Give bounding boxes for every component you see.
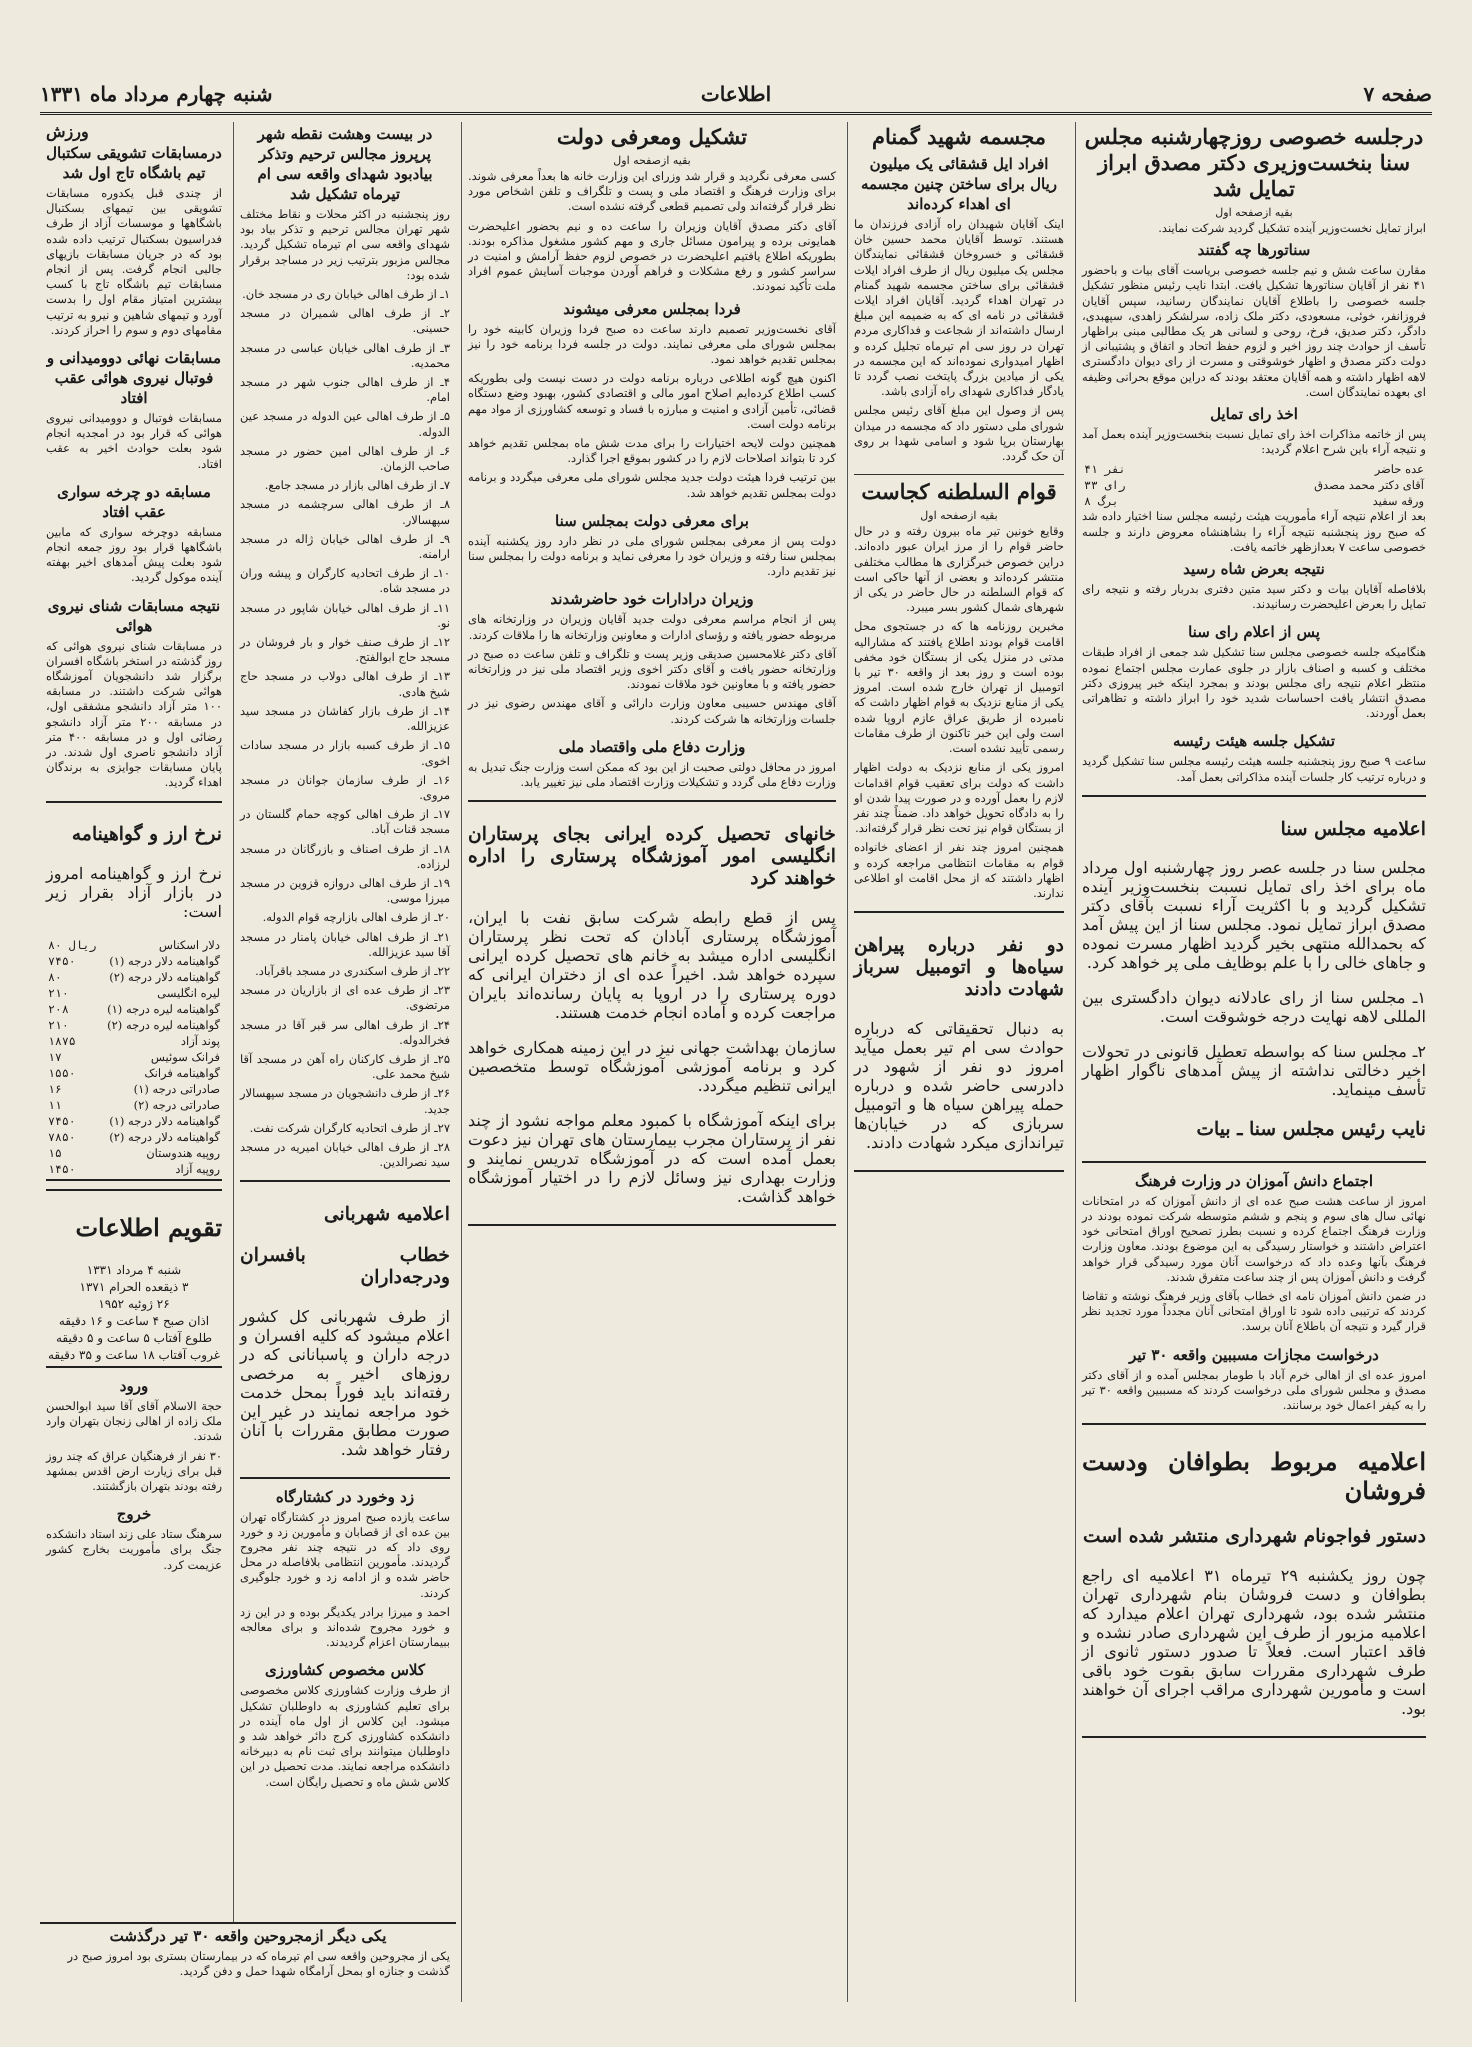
paper-name: اطلاعات xyxy=(700,82,772,106)
headline: کلاس مخصوص کشاورزی xyxy=(264,1661,426,1680)
continued-note: بقیه ازصفحه اول xyxy=(1215,206,1293,219)
paragraph: ابراز تمایل نخست‌وزیر آینده تشکیل گردید شرکت نمایند. xyxy=(1158,221,1426,235)
paragraph: بین ترتیب فردا هیئت دولت جدید مجلس شورای ملی معرفی میگردد و برنامه دولت بمجلس تقدیم خواهد شد. xyxy=(468,470,836,500)
rate-row xyxy=(46,953,222,969)
rate-row xyxy=(46,1065,222,1081)
subheading: افراد ایل قشقائی یک میلیون ریال برای ساختن چنین مجسمه ای اهداء کرده‌اند xyxy=(860,155,1058,213)
list-item: ۲ـ از طرف اهالی شمیران در مسجد حسینی. xyxy=(240,306,450,336)
headline: دو نفر درباره پیراهن سیاه‌ها و اتومبیل سرباز شهادت دادند xyxy=(854,933,1064,1000)
headline: زد وخورد در کشتارگاه xyxy=(275,1487,415,1506)
rate-label: پوند آزاد xyxy=(180,1034,220,1049)
rate-value: ۷۸۵۰ xyxy=(48,1130,76,1145)
headline: تشکیل جلسه هیئت رئیسه xyxy=(1172,732,1336,751)
subheading: اخذ رای تمایل xyxy=(1210,405,1298,424)
headline: یکی دیگر ازمجروحین واقعه ۳۰ تیر درگذشت xyxy=(109,1927,387,1945)
paragraph: در مسابقات شنای نیروی هوائی که روز گذشته در استخر باشگاه افسران برگزار شد دانشجویان آموزشگاه هوائی شرکت داشتند. در مسابقه ۱۰۰ متر آزاد دانشجو مشفقی اول، در مسابقه ۲۰۰ متر آزاد دانشجو رضائی اول و در مسابقه ۴۰۰ متر آزاد دانشجو ناصری اول شدند. در پایان مسابقات جوایزی به برندگان اهداء گردید. xyxy=(46,638,222,790)
paragraph: دولت پس از معرفی بمجلس شورای ملی در نظر دارد روز یکشنبه آینده بمجلس سنا رفته و وزیران خود را معرفی نماید و برنامه دولت را بمجلس سنا نیز تقدیم دارد. xyxy=(468,533,836,579)
article-defense-ministry xyxy=(468,737,836,790)
list-item: ۲۱ـ از طرف اهالی خیابان پامنار در مسجد آقا سید عزیزالله. xyxy=(240,929,450,959)
rate-row xyxy=(46,1001,222,1017)
rate-value: ۱۸۷۵ xyxy=(48,1034,76,1049)
headline: در بیست وهشت نقطه شهر پرپروز مجالس ترحیم وتذکر بیادبود شهدای واقعه سی ام تیرماه تشکیل شد xyxy=(257,125,433,203)
vote-row xyxy=(1082,461,1426,477)
calendar xyxy=(46,1189,222,1368)
currency-rates xyxy=(46,801,222,1181)
list-item: ۱۹ـ از طرف اهالی دروازه قزوین در مسجد میرزا موسی. xyxy=(240,875,450,906)
rate-label: دلار اسکناس xyxy=(158,938,220,953)
headline: وزارت دفاع ملی واقتصاد ملی xyxy=(558,737,746,756)
rate-value: ۷۴۵۰ xyxy=(48,1114,76,1129)
paragraph: از چندی قبل یکدوره مسابقات تشویقی بین تیمهای بسکتبال باشگاهها و موسسات آزاد از طرف فدراسیون بسکتبال ترتیب داده شده بود که در جریان مسابقات بازیهای جالبی انجام گرفت. پس از انجام مسابقات تیم باشگاه تاج با کسب بیشترین امتیاز مقام اول را بدست آورد و تیمهای شاهین و نیرو به ترتیب مقامهای دوم و سوم را احراز کردند. xyxy=(46,186,222,337)
rate-row xyxy=(46,969,222,985)
article-vendors xyxy=(1082,1423,1426,1738)
rate-label: گواهینامه لیره درجه (۱) xyxy=(107,1002,220,1017)
column-3 xyxy=(461,122,842,2002)
headline: خروج xyxy=(116,1505,152,1524)
rate-value: ۱۱ xyxy=(48,1098,62,1113)
subheading: فردا بمجلس معرفی میشوند xyxy=(563,299,741,318)
paragraph: برای اینکه آموزشگاه با کمبود معلم مواجه نشود از چند نفر از پرستاران مجرب بیمارستان های تهران نیز دعوت بعمل آمده است که در آموزشگاه تدریس نمایند و وزارت بهداری نیز وسائل لازم را در اختیار آموزشگاه خواهد گذاشت. xyxy=(468,1110,836,1206)
subheading: نتیجه بعرض شاه رسید xyxy=(1183,560,1325,579)
headline: تشکیل ومعرفی دولت xyxy=(556,124,748,149)
headline: درجلسه خصوصی روزچهارشنبه مجلس سنا بنخست‌وزیری دکتر مصدق ابراز تمایل شد xyxy=(1084,124,1424,201)
paragraph: آقای دکتر غلامحسین صدیقی وزیر پست و تلگراف و تلفن ساعت ده صبح در وزارتخانه حضور یافت و آقای دکتر اخوی وزیر اقتصاد ملی نیز در وزارتخانه حضور یافته و با معاونین خود ملاقات نمودند. xyxy=(468,646,836,692)
rate-value: ۲۱۰ xyxy=(48,1018,69,1033)
article-senate-statement xyxy=(1082,795,1426,1163)
list-item: ۲۰ـ از طرف اهالی بازارچه قوام الدوله. xyxy=(262,910,450,925)
paragraph: در ضمن دانش آموزان نامه ای خطاب بآقای وزیر فرهنگ نوشته و تقاضا کردند که ترتیبی داده شود تا اوراق امتحانی آنان مجدداً مورد تجدید نظر قرار گیرد و نتیجه آن باطلاع آنان برسد. xyxy=(1082,1288,1426,1334)
vote-value: ۸ برگ xyxy=(1084,494,1119,509)
page-number: صفحه ۷ xyxy=(1363,82,1432,106)
paragraph: سرهنگ ستاد علی زند استاد دانشکده جنگ برای مأموریت بخارج کشور عزیمت کرد. xyxy=(46,1527,222,1572)
list-item: ۵ـ از طرف اهالی عین الدوله در مسجد عین الدوله. xyxy=(240,409,450,439)
vote-row xyxy=(1082,477,1426,493)
paragraph: پس از خاتمه مذاکرات اخذ رای تمایل نسبت بنخست‌وزیر آینده بعمل آمد و نتیجه آراء باین شرح اعلام گردید: xyxy=(1082,427,1426,457)
article-ministers-offices xyxy=(468,589,836,726)
paragraph: امروز در محافل دولتی صحبت از این بود که ممکن است وزارت جنگ تبدیل به وزارت دفاع ملی گردد و تشکیلات وزارت اقتصاد ملی نیز تغییر یابد. xyxy=(468,759,836,790)
list-item: ۱۶ـ از طرف سازمان جوانان در مسجد مروی. xyxy=(240,772,450,802)
calendar-line: ۳ ذیقعده الحرام ۱۳۷۱ xyxy=(79,1279,189,1294)
article-testimony xyxy=(854,911,1064,1171)
rate-row xyxy=(46,1129,222,1145)
rate-value: ۱۷ xyxy=(48,1050,62,1065)
rate-row xyxy=(46,1049,222,1065)
list-item: ۱۷ـ از طرف اهالی کوچه حمام گلستان در مسجد قنات آباد. xyxy=(240,807,450,837)
paragraph: همچنین دولت لایحه اختیارات را برای مدت شش ماه بمجلس تقدیم خواهد کرد تا بتواند اصلاحات لازم را در کشور بموقع اجرا گذارد. xyxy=(468,436,836,466)
paragraph: هنگامیکه جلسه خصوصی مجلس سنا تشکیل شد جمعی از افراد طبقات مختلف و کسبه و اصناف بازار در جلوی عمارت مجلس اجتماع نموده منتظر اعلام نتیجه رای مجلس بودند و بمجرد اینکه خبر پیروزی دکتر مصدق انتشار یافت احساسات شدید خود را ابراز داشته و تظاهراتی بعمل آوردند. xyxy=(1082,645,1426,721)
rate-row xyxy=(46,1081,222,1097)
list-item: ۲۶ـ از طرف دانشجویان در مسجد سپهسالار جدید. xyxy=(240,1086,450,1116)
article-swimming xyxy=(46,596,222,791)
rate-value: ۷۴۵۰ xyxy=(48,954,76,969)
headline: برای معرفی دولت بمجلس سنا xyxy=(555,511,749,530)
paragraph: کسی معرفی نگردید و قرار شد وزرای این وزارت خانه ها بعداً معرفی شوند. برای وزارت فرهنگ و اقتصاد ملی و پست و تلگراف و تلفن اشخاص مورد نظر قرار گرفته‌اند ولی تصمیم قطعی گرفته نشده است. xyxy=(468,169,836,214)
rate-row xyxy=(46,1161,222,1177)
headline: اعلامیه مربوط بطوافان ودست فروشان xyxy=(1082,1447,1426,1506)
rates-table xyxy=(46,937,222,1177)
rate-label: فرانک سوئیس xyxy=(150,1050,220,1065)
paragraph: امروز از ساعت هشت صبح عده ای از دانش آموزان که در امتحانات نهائی سال های سوم و پنجم و ششم متوسطه شرکت نموده بودند در وزارت فرهنگ اجتماع کرده و نسبت بطرز تصحیح اوراق امتحانی خود اعتراض داشتند و خواستار رسیدگی به این موضوع بودند. معاون وزارت فرهنگ بآنها وعده داد که درخواست آنان مورد رسیدگی قرار خواهد گرفت و دانش آموزان پس از چند ساعت متفرق شدند. xyxy=(1082,1193,1426,1284)
vote-label: عده حاضر xyxy=(1374,462,1424,477)
rate-label: روپیه آزاد xyxy=(175,1162,220,1177)
headline: اجتماع دانش آموزان در وزارت فرهنگ xyxy=(1134,1171,1374,1190)
headline: قوام السلطنه کجاست xyxy=(861,479,1057,505)
list-item: ۱۵ـ از طرف کسبه بازار در مسجد سادات اخوی. xyxy=(240,738,450,768)
paragraph: بلافاصله آقایان بیات و دکتر سید متین دفتری بدربار رفته و نتیجه رای تمایل را بعرض اعلیحضرت رسانیدند. xyxy=(1082,582,1426,612)
list-item: ۶ـ از طرف اهالی امین حضور در مسجد صاحب الزمان. xyxy=(240,443,450,474)
list-item: ۲۳ـ از طرف عده ای از بازاریان در مسجد مرتضوی. xyxy=(240,983,450,1013)
paragraph: مجلس سنا در جلسه عصر روز چهارشنبه اول مرداد ماه برای اخذ رای تمایل نسبت بنخست‌وزیر آینده تشکیل گردید و با اکثریت آراء نسبت بآقای دکتر مصدق ابراز تمایل نمود. مجلس سنا از این پیش آمد که بحمدالله منتهی بخیر گردید اظهار مسرت نموده و جاهای خالی را با علم بوظایف ملی پر خواهد کرد. xyxy=(1082,858,1426,973)
article-basketball xyxy=(46,143,222,338)
paragraph: اینک آقایان شهیدان راه آزادی فرزندان ما هستند. توسط آقایان محمد حسین خان قشقائی و خسروخان قشقائی نمایندگان مجلس یک میلیون ریال از طرف افراد ایلات قشقائی برای ساختن مجسمه شهید گمنام در تهران اهداء گردید. آقایان افراد ایلات قشقائی در نامه ای که به ضمیمه این مبلغ ارسال داشته‌اند از شجاعت و فداکاری مردم تهران در روز سی ام تیرماه تجلیل کرده و اظهار امیدواری نموده‌اند که این مجسمه در یکی از میادین بزرگ پایتخت نصب گردد تا یادگار فداکاری شهدای راه آزادی باشد. xyxy=(854,217,1064,399)
rate-row xyxy=(46,937,222,953)
rate-row xyxy=(46,1097,222,1113)
paragraph: یکی از مجروحین واقعه سی ام تیرماه که در بیمارستان بستری بود امروز صبح در گذشت و جنازه او بمحل آرامگاه شهدا حمل و دفن گردید. xyxy=(67,1949,450,1979)
paragraph: مقارن ساعت شش و نیم جلسه خصوصی بریاست آقای بیات و باحضور ۴۱ نفر از آقایان سناتورها تشکیل یافت. ابتدا نایب رئیس منظور تشکیل جلسه خصوصی را باطلاع آقایان نمایندگان رسانید، سپس آقایان فروزانفر، خوئی، مسعودی، دکتر ملک زاده، سرلشکر زاهدی، سپهبدی، دادگر، دکتر صدیق، فرخ، روحی و لسانی هر یک مطالبی مبنی براظهار تأسف از حوادث چند روز اخیر و لزوم حفظ اتحاد و اتفاق و پشتیبانی از دولت دکتر مصدق و اظهار خوشوقتی و مسرت از رای دیوان دادگستری لاهه اظهار داشته و همه آقایان معتقد بودند که دراین موقع بحرانی وظیفه ای بعهده نمایندگان است. xyxy=(1082,263,1426,399)
paragraph: احمد و میرزا برادر یکدیگر بوده و در این زد و خورد مجروح شده‌اند و برای معالجه ببیمارستان اعزام گردیدند. xyxy=(240,1604,450,1650)
article-students xyxy=(1082,1171,1426,1335)
vote-row xyxy=(1082,493,1426,509)
rate-value: ۸۰ ریال xyxy=(48,938,97,953)
article-slaughterhouse xyxy=(240,1487,450,1651)
paragraph: اکنون هیچ گونه اطلاعی درباره برنامه دولت در دست نیست ولی بطوریکه کسب اطلاع کرده‌ایم اصلاح امور مالی و اقتصادی کشور، بهبود وضع دستگاه قضائی، تأمین آزادی و امنیت و مبارزه با فساد و توسعه کشاورزی از مواد مهم برنامه دولت است. xyxy=(468,371,836,431)
calendar-line: شنبه ۴ مرداد ۱۳۳۱ xyxy=(86,1262,182,1277)
rate-label: لیره انگلیسی xyxy=(157,986,220,1001)
paragraph: چون روز یکشنبه ۲۹ تیرماه ۳۱ اعلامیه ای راجع بطوافان و دست فروشان بنام شهرداری تهران منتشر شده بود، شهرداری تهران اعلام میدارد که اعلامیه مزبور از طرف این شهرداری صادر نشده و فاقد اعتبار است. فعلاً تا صدور دستور ثانوی از طرف شهرداری مقررات سابق بقوت خود باقی است و مأمورین شهرداری مراقب اجرای آن خواهند بود. xyxy=(1082,1565,1427,1718)
paragraph: آقای نخست‌وزیر تصمیم دارند ساعت ده صبح فردا وزیران کابینه خود را بمجلس شورای ملی معرفی نمایند. دولت در جلسه فردا برنامه خود را نیز بمجلس تقدیم خواهد نمود. xyxy=(468,321,836,367)
rate-value: ۱۴۵۰ xyxy=(48,1162,76,1177)
article-senate-vote xyxy=(1082,124,1426,612)
calendar-line: غروب آفتاب ۱۸ ساعت و ۳۵ دقیقه xyxy=(48,1347,220,1362)
rate-value: ۱۶ xyxy=(48,1082,62,1097)
list-item: ۲۷ـ از طرف اتحادیه کارگران شرکت نفت. xyxy=(249,1120,450,1135)
columns xyxy=(40,122,1432,2002)
headline: نتیجه مسابقات شنای نیروی هوائی xyxy=(47,596,221,635)
article-memorials xyxy=(240,124,450,1170)
arrivals xyxy=(46,1376,222,1494)
list-item: ۷ـ از طرف اهالی بازار در مسجد جامع. xyxy=(264,478,450,493)
article-nursing-school xyxy=(468,800,836,1225)
vote-label: آقای دکتر محمد مصدق xyxy=(1314,478,1424,493)
rate-row xyxy=(46,1113,222,1129)
article-after-vote xyxy=(1082,622,1426,721)
headline: وزیران درادارات خود حاضرشدند xyxy=(550,590,754,609)
article-board-meeting xyxy=(1082,731,1426,784)
calendar-line: ۲۶ ژوئیه ۱۹۵۲ xyxy=(98,1296,170,1311)
article-cabinet xyxy=(468,124,836,501)
continued-note: بقیه ازصفحه اول xyxy=(613,154,691,167)
rate-label: گواهینامه دلار درجه (۱) xyxy=(109,954,220,969)
rate-value: ۱۵۵۰ xyxy=(48,1066,76,1081)
list-item: ۱۳ـ از طرف اهالی دولاب در مسجد حاج شیخ هادی. xyxy=(240,669,450,699)
paragraph: پس از وصول این مبلغ آقای رئیس مجلس شورای ملی دستور داد که مجسمه در میدان بهارستان برپا شود و اسامی شهدا بر روی آن حک گردد. xyxy=(854,403,1064,464)
headline: تقویم اطلاعات xyxy=(75,1213,222,1243)
list-item: ۲۲ـ از طرف اسکندری در مسجد باقرآباد. xyxy=(255,963,450,978)
article-athletics xyxy=(46,348,222,472)
calendar-line: اذان صبح ۴ ساعت و ۱۶ دقیقه xyxy=(58,1313,210,1328)
article-cycling xyxy=(46,482,222,586)
paragraph: ۲ـ مجلس سنا که بواسطه تعطیل قانونی در تحولات اخیر دخالتی نداشته از پیش آمدهای ناگوار اظهار تأسف مینماید. xyxy=(1082,1042,1426,1100)
list-item: ۲۵ـ از طرف کارکنان راه آهن در مسجد آقا شیخ محمد علی. xyxy=(240,1051,450,1082)
subheading: خطاب بافسران ودرجه‌داران xyxy=(240,1243,450,1288)
headline: اعلامیه مجلس سنا xyxy=(1280,817,1426,840)
vote-value: ۳۳ رای xyxy=(1084,478,1126,493)
rate-label: گواهینامه فرانک xyxy=(144,1066,220,1081)
rate-label: گواهینامه دلار درجه (۱) xyxy=(109,1114,220,1129)
paragraph: ساعت ۹ صبح روز پنجشنبه جلسه هیئت رئیسه مجلس سنا تشکیل گردید و درباره ترتیب کار جلسات آینده مذاکراتی بعمل آمد. xyxy=(1082,754,1427,784)
footer-article-body xyxy=(46,1926,450,1979)
divider xyxy=(854,474,1064,475)
column-2 xyxy=(847,122,1070,2002)
paragraph: سازمان بهداشت جهانی نیز در این زمینه همکاری خواهد کرد و برنامه آموزشی آموزشگاه توسط متخصصین ایرانی تنظیم میگردد. xyxy=(468,1037,836,1095)
page-date: شنبه چهارم مرداد ماه ۱۳۳۱ xyxy=(40,82,273,106)
list-item: ۹ـ از طرف اهالی خیابان ژاله در مسجد ارامنه. xyxy=(240,531,450,562)
headline: نرخ ارز و گواهینامه xyxy=(71,823,222,846)
rate-label: روپیه هندوستان xyxy=(146,1146,220,1161)
rate-row xyxy=(46,1145,222,1161)
subheading: دستور فوا‌جونام شهرداری منتشر شده است xyxy=(1082,1525,1426,1547)
list-item: ۱۲ـ از طرف صنف خوار و بار فروشان در مسجد حاج ابوالفتح. xyxy=(240,635,450,665)
rate-value: ۲۱۰ xyxy=(48,986,69,1001)
headline: مجسمه شهید گمنام xyxy=(871,124,1047,149)
rate-label: گواهینامه دلار درجه (۲) xyxy=(109,1130,220,1145)
paragraph: روز پنجشنبه در اکثر محلات و نقاط مختلف شهر تهران مجالس ترحیم و تذکر بیاد بود شهدای واقعه سی ام تیرماه تشکیل گردید. مجالس مزبور بترتیب زیر در مساجد برقرار شده بود: xyxy=(240,207,450,282)
vote-value: ۴۱ نفر xyxy=(1084,462,1126,477)
headline: درخواست مجازات مسببین واقعه ۳۰ تیر xyxy=(1129,1345,1379,1364)
headline: اعلامیه شهربانی xyxy=(323,1203,450,1226)
footer-article xyxy=(40,1922,456,2004)
rate-row xyxy=(46,1033,222,1049)
list-item: ۱۸ـ از طرف اصناف و بازرگانان در مسجد لرزاده. xyxy=(240,841,450,871)
paragraph: همچنین امروز چند نفر از اعضای خانواده قوام به مقامات انتظامی مراجعه کرده و اظهار داشتند که از محل اقامت او اطلاعی ندارند. xyxy=(854,840,1064,900)
paragraph: وقایع خونین تیر ماه بیرون رفته و در حال حاضر قوام را از مرز ایران عبور داده‌اند. دراین خصوص خبرگزاری ها مطالب مختلفی منتشر کرده‌اند و بعضی از آنها حاکی است که قوام السلطنه در حال حاضر در یکی از شهرهای شمال کشور بسر میبرد. xyxy=(854,524,1064,615)
list-item: ۱ـ از طرف اهالی خیابان ری در مسجد خان. xyxy=(242,287,450,302)
rate-value: ۲۰۸ xyxy=(48,1002,69,1017)
rate-label: گواهینامه دلار درجه (۲) xyxy=(109,970,220,985)
vote-label: ورقه سفید xyxy=(1372,494,1424,509)
paragraph: آقای مهندس حسیبی معاون وزارت دارائی و آقای مهندس رضوی نیز در جلسات وزارتخانه ها شرکت کردند. xyxy=(468,696,836,726)
paragraph: امروز یکی از منابع نزدیک به دولت اظهار داشت که دولت برای تعقیب قوام اقدامات لازم را بعمل آورده و در صورت پیدا شدن او را به دادگاه تحویل خواهد داد. ضمناً چند نفر از بستگان قوام نیز تحت نظر قرار گرفته‌اند. xyxy=(854,760,1064,836)
article-punishment-request xyxy=(1082,1345,1426,1414)
headline: ورود xyxy=(119,1376,149,1395)
article-agri-class xyxy=(240,1660,450,1789)
rate-value: ۸۰ xyxy=(48,970,62,985)
list-item: ۲۴ـ از طرف اهالی سر قبر آقا در مسجد فخرالدوله. xyxy=(240,1017,450,1047)
list-item: ۲۸ـ از طرف اهالی خیابان امیریه در مسجد سید نصرالدین. xyxy=(240,1139,450,1170)
paragraph: آقای دکتر مصدق آقایان وزیران را ساعت ده و نیم بحضور اعلیحضرت همایونی برده و پیرامون مسائل جاری و مهم کشور مشغول مذاکره بودند. بطوریکه اطلاع یافتیم اعلیحضرت در خصوص لزوم حفظ آرامش و امنیت در سراسر کشور و رفع مشکلات و فراهم آوردن موجبات آسایش عموم افراد ملت تأکید نمودند. xyxy=(468,218,836,294)
signature-line: نایب رئیس مجلس سنا ـ بیات xyxy=(1196,1118,1426,1141)
paragraph: از طرف وزارت کشاورزی کلاس مخصوصی برای تعلیم کشاورزی به داوطلبان تشکیل میشود. این کلاس از اول ماه آینده در دانشکده کشاورزی کرج دائر خواهد شد و داوطلبان میتوانند برای ثبت نام به دبیرخانه دانشکده مراجعه نمایند. مدت تحصیل در این کلاس شش ماه و تحصیل رایگان است. xyxy=(240,1683,450,1789)
continued-note: بقیه ازصفحه اول xyxy=(920,509,998,523)
departures xyxy=(46,1504,222,1573)
headline: پس از اعلام رای سنا xyxy=(1188,623,1320,642)
article-qavam xyxy=(854,479,1064,901)
calendar-line: طلوع آفتاب ۵ ساعت و ۵ دقیقه xyxy=(56,1330,212,1345)
paragraph: ۳۰ نفر از فرهنگیان عراق که چند روز قبل برای زیارت ارض اقدس بمشهد رفته بودند بتهران بازگشتند. xyxy=(46,1448,222,1493)
paragraph: حجة الاسلام آقای آقا سید ابوالحسن ملک زاده از اهالی زنجان بتهران وارد شدند. xyxy=(46,1398,222,1444)
paragraph: مخبرین روزنامه ها که در جستجوی محل اقامت قوام بودند اطلاع یافتند که مشارالیه مدتی در منزل یکی از بستگان خود مخفی بوده است و روز بعد از واقعه ۳۰ تیر با اتومبیل از تهران خارج شده است. امروز یکی از منابع نزدیک به قوام اظهار داشت که نامبرده از طریق عراق عازم اروپا شده است ولی این خبر تاکنون از طرف مقامات رسمی تأیید نشده است. xyxy=(854,619,1064,756)
paragraph: از طرف شهربانی کل کشور اعلام میشود که کلیه افسران و درجه داران و پاسبانانی که در روزهای اخیر به مرخصی رفته‌اند باید فوراً بمحل خدمت خود مراجعه نمایند در غیر این صورت مطابق مقررات با آنان رفتار خواهد شد. xyxy=(240,1306,450,1459)
paragraph: به دنبال تحقیقاتی که درباره حوادث سی ام تیر بعمل میآید امروز دو نفر از شهود در دادرسی حاضر شده و درباره حمله پیراهن سیاه ها و اتومبیل سربازی که در خیابان‌ها تیراندازی میکرد شهادت دادند. xyxy=(854,1018,1064,1152)
paragraph: پس از انجام مراسم معرفی دولت جدید آقایان وزیران در وزارتخانه های مربوطه حضور یافته و رؤسای ادارات و معاونین وزارتخانه ها را ملاقات کردند. xyxy=(468,612,836,642)
headline: درمسابقات تشویقی سکتبال تیم باشگاه تاج اول شد xyxy=(46,144,222,182)
paragraph: مسابقات فوتبال و دوومیدانی نیروی هوائی که قرار بود در امجدیه انجام شود بعلت حوادث اخیر به عقب افتاد. xyxy=(46,411,222,471)
article-senate-intro xyxy=(468,511,836,580)
list-item: ۳ـ از طرف اهالی خیابان عباسی در مسجد محمدیه. xyxy=(240,340,450,370)
paragraph: بعد از اعلام نتیجه آراء مأموریت هیئت رئیسه مجلس سنا اختیار داده شد که صبح روز پنجشنبه نتیجه آراء را بشاهنشاه معروض دارند و جلسه خصوصی ساعت ۷ بعدازظهر خاتمه یافت. xyxy=(1082,509,1426,554)
column-1 xyxy=(1075,122,1432,2002)
masthead xyxy=(40,78,1432,115)
rate-label: گواهینامه لیره درجه (۲) xyxy=(107,1018,220,1033)
paragraph: نرخ ارز و گواهینامه امروز در بازار آزاد بقرار زیر است: xyxy=(46,864,222,922)
column-4 xyxy=(233,122,456,2002)
headline: مسابقه دو چرخه سواری عقب افتاد xyxy=(57,482,211,521)
rate-value: ۱۵ xyxy=(48,1146,62,1161)
list-item: ۸ـ از طرف اهالی سرچشمه در مسجد سپهسالار. xyxy=(240,497,450,527)
list-item: ۱۴ـ از طرف بازار کفاشان در مسجد سید عزیزالله. xyxy=(240,703,450,734)
paragraph: امروز عده ای از اهالی خرم آباد با طومار بمجلس آمده و از آقای دکتر مصدق و مجلس شورای ملی درخواست کردند که مسببین واقعه ۳۰ تیر را به کیفر اعمال خود برسانند. xyxy=(1082,1367,1426,1412)
article-police-notice xyxy=(240,1180,450,1478)
list-item: ۱۰ـ از طرف اتحادیه کارگران و پیشه وران در مسجد شاه. xyxy=(240,566,450,596)
article-unknown-martyr xyxy=(854,124,1064,464)
headline: خانهای تحصیل کرده ایرانی بجای پرستاران انگلیسی امور آموزشگاه پرستاری را اداره خواهند کرد xyxy=(468,823,836,890)
list-item: ۴ـ از طرف اهالی جنوب شهر در مسجد امام. xyxy=(240,375,450,405)
paragraph: ۱ـ مجلس سنا از رای عادلانه دیوان دادگستری بین المللی لاهه نهایت درجه خوشوقت است. xyxy=(1082,988,1426,1027)
rate-label: صادراتی درجه (۲) xyxy=(133,1098,220,1113)
paragraph: پس از قطع رابطه شرکت سابق نفت با ایران، آموزشگاه پرستاری آبادان که تحت نظر پرستاران انگلیسی اداره میشد به خانم های تحصیل کرده ایرانی سپرده خواهد شد. اخیراً عده ای از دختران ایرانی که دوره پرستاری را در اروپا به پایان رسانده‌اند بایران مراجعت کرده و آماده انجام خدمت هستند. xyxy=(468,907,836,1022)
section-label: ورزش xyxy=(46,122,89,141)
rate-row xyxy=(46,1017,222,1033)
vote-table xyxy=(1082,461,1426,509)
headline: مسابقات نهائی دوومیدانی و فوتبال نیروی هوائی عقب افتاد xyxy=(46,349,222,408)
paragraph: مسابقه دوچرخه سواری که مابین باشگاهها قرار بود روز جمعه انجام شود بعلت پیش آمدهای اخیر بهفته آینده موکول گردید. xyxy=(46,524,222,585)
paragraph: ساعت یازده صبح امروز در کشتارگاه تهران بین عده ای از قصابان و مأمورین زد و خورد روی داد که در نتیجه چند نفر مجروح گردیدند. مأمورین انتظامی بلافاصله در محل حاضر شده و از ادامه زد و خورد جلوگیری کردند. xyxy=(240,1509,450,1600)
subheading: سناتورها چه گفتند xyxy=(1197,241,1311,260)
rate-row xyxy=(46,985,222,1001)
list-item: ۱۱ـ از طرف اهالی خیابان شاپور در مسجد نو. xyxy=(240,600,450,630)
column-5 xyxy=(40,122,228,2002)
rate-label: صادراتی درجه (۱) xyxy=(133,1082,220,1097)
